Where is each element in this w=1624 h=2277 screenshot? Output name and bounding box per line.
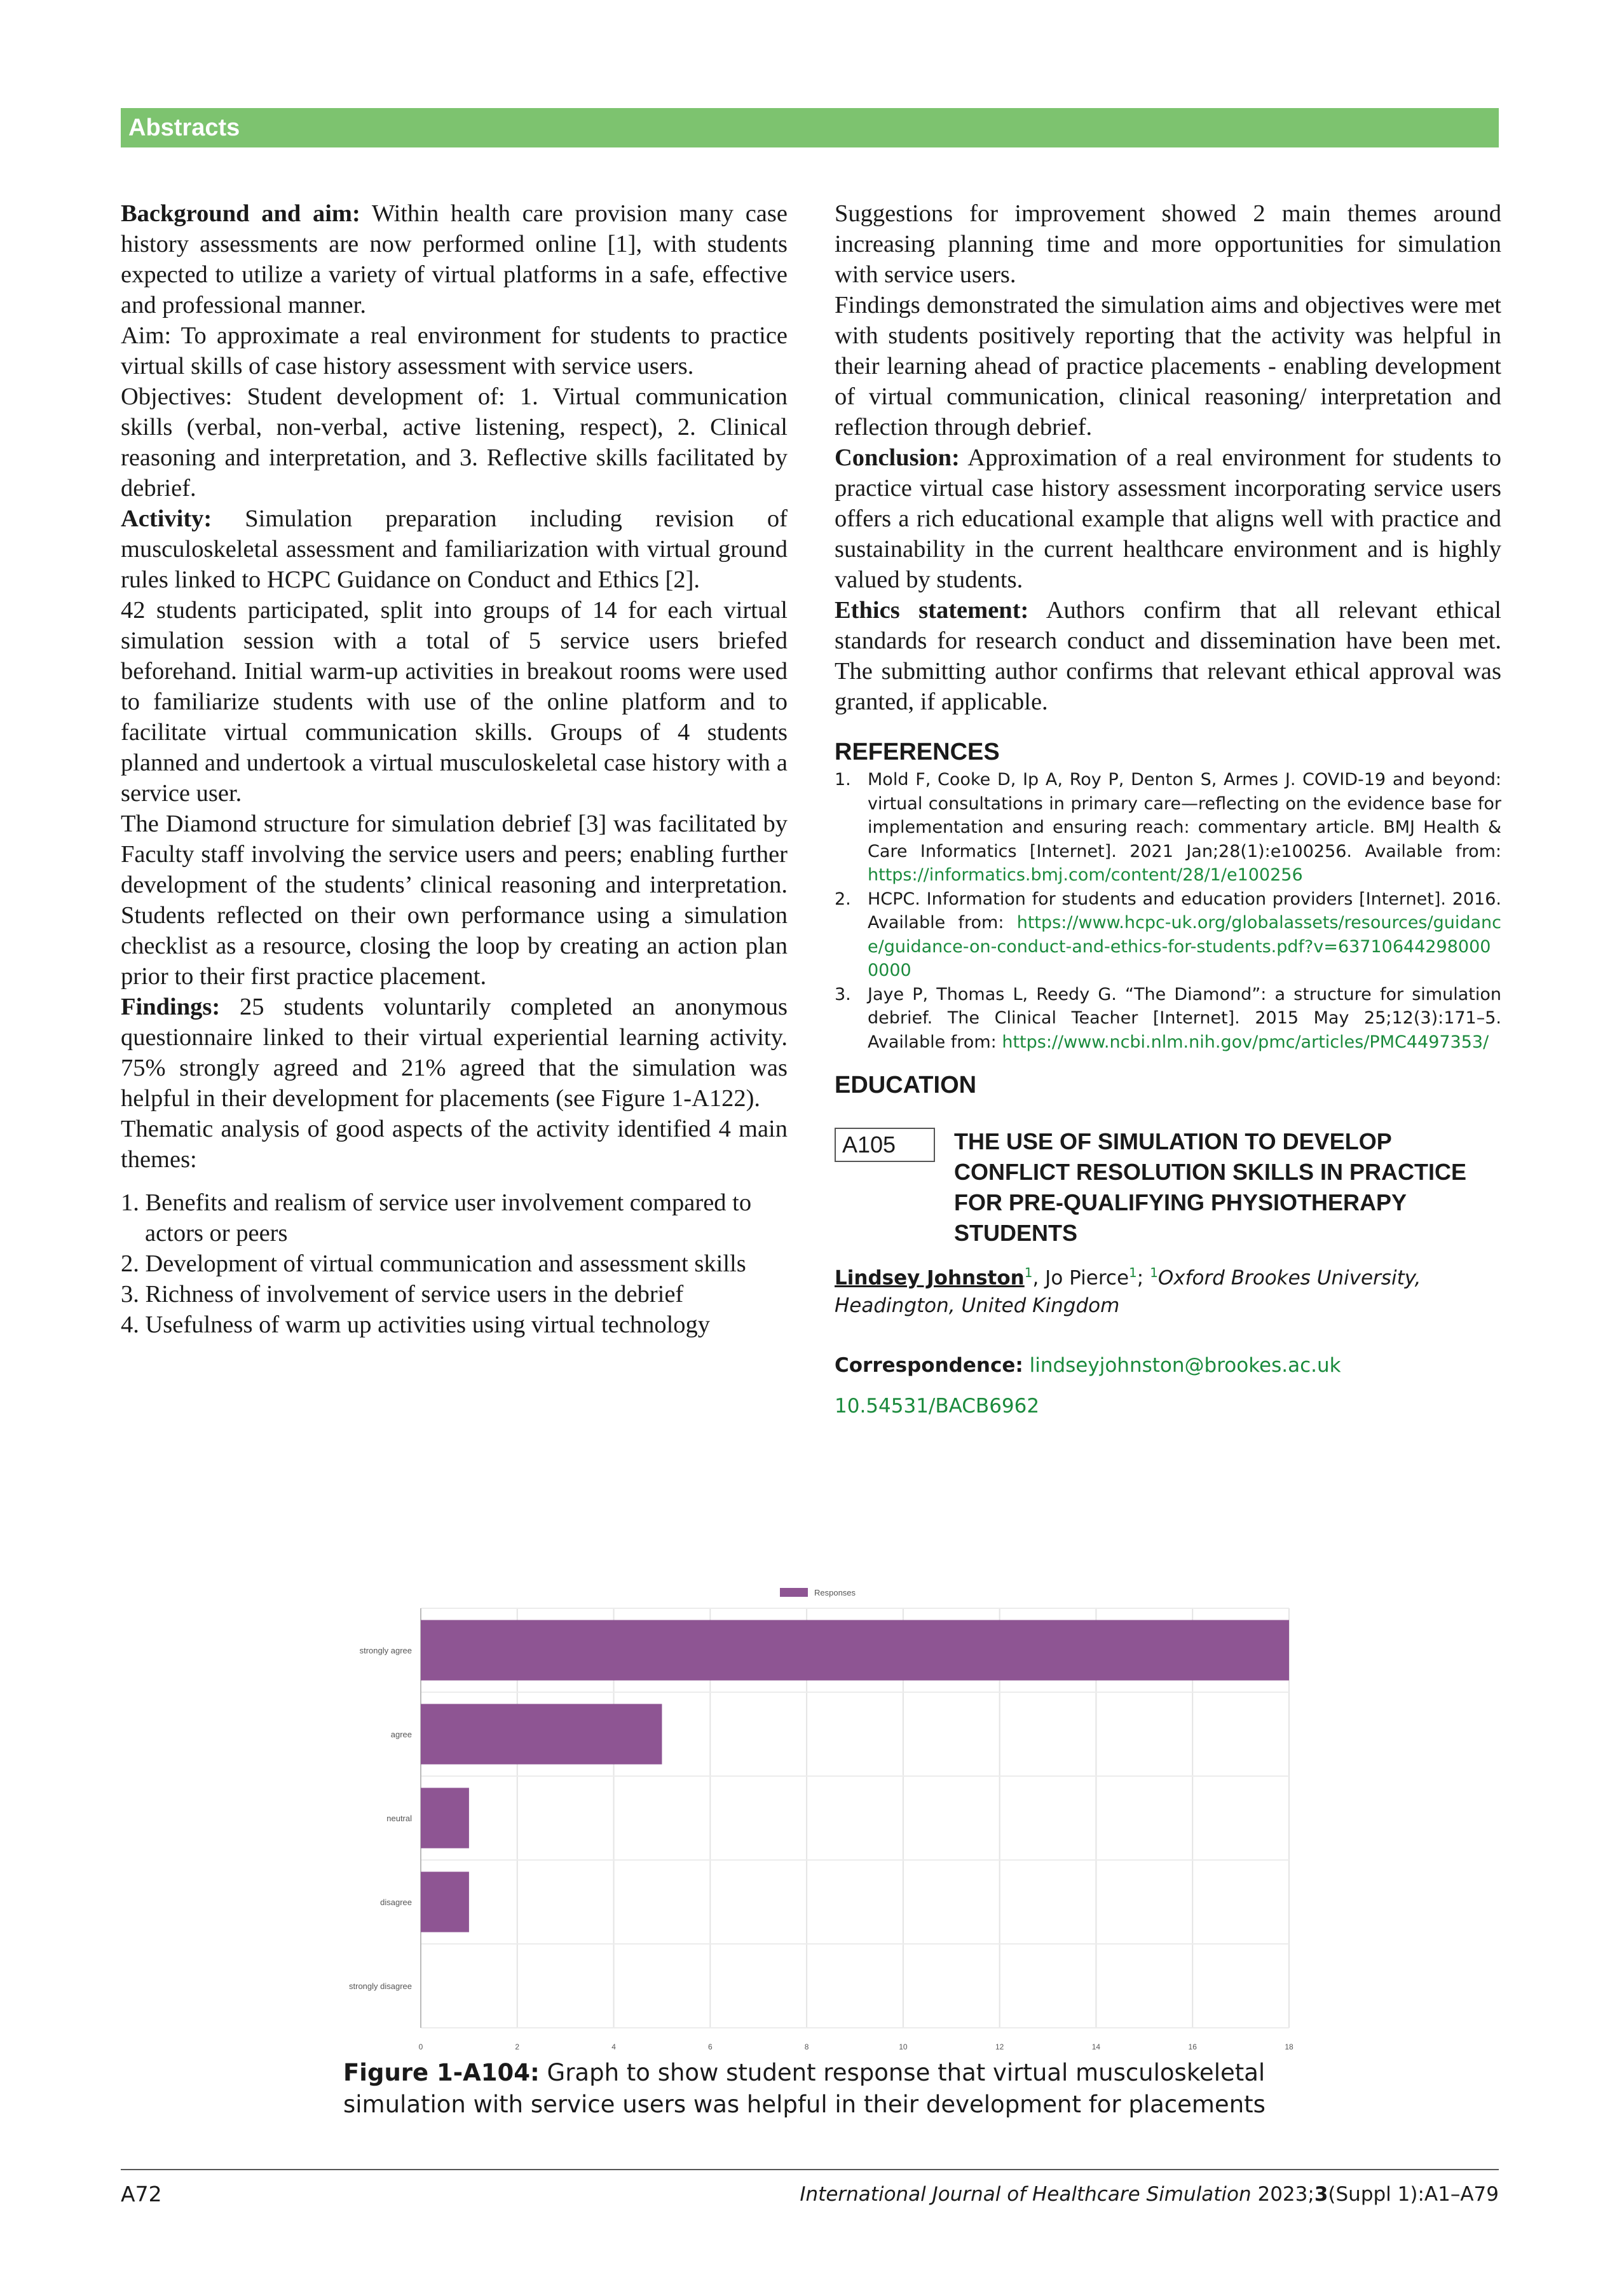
x-tick-label: 6 bbox=[707, 2042, 713, 2051]
article-header bbox=[835, 1128, 1501, 1248]
category-label: strongly disagree bbox=[349, 1981, 412, 1991]
category-label: strongly agree bbox=[359, 1646, 412, 1655]
reference-number: 1. bbox=[835, 770, 851, 790]
activity-text: Simulation preparation including revision of musculoskeletal assessment and familiarization with virtual ground rules linked to HCPC Guidance on Conduct and Ethics [2]. bbox=[121, 505, 788, 593]
background-paragraph bbox=[121, 198, 788, 320]
category-label: neutral bbox=[386, 1814, 412, 1823]
ethics-label: Ethics statement: bbox=[835, 597, 1029, 624]
education-heading: EDUCATION bbox=[835, 1072, 977, 1098]
ethics-paragraph bbox=[835, 595, 1501, 717]
page-number: A72 bbox=[121, 2182, 162, 2206]
bar bbox=[421, 1704, 662, 1764]
journal-citation bbox=[800, 2179, 1499, 2210]
category-label: agree bbox=[390, 1730, 412, 1739]
suggestions-paragraph: Suggestions for improvement showed 2 main themes around increasing planning time and more opportunities for simulation with service users. bbox=[835, 200, 1501, 288]
references-heading: REFERENCES bbox=[835, 739, 1000, 765]
author-separator: , Jo Pierce bbox=[1032, 1266, 1129, 1290]
x-tick-label: 4 bbox=[611, 2042, 616, 2051]
footer-rule bbox=[121, 2169, 1499, 2170]
x-tick-label: 14 bbox=[1091, 2042, 1101, 2051]
journal-name: International Journal of Healthcare Simulation bbox=[800, 2183, 1252, 2206]
bar bbox=[421, 1871, 469, 1932]
thematic-paragraph: Thematic analysis of good aspects of the activity identified 4 main themes: bbox=[121, 1116, 788, 1173]
findings-label: Findings: bbox=[121, 994, 221, 1020]
right-column bbox=[835, 198, 1501, 1420]
author-superscript: 1 bbox=[1129, 1265, 1137, 1280]
correspondence-line bbox=[835, 1351, 1501, 1379]
reference-link[interactable]: https://www.hcpc-uk.org/globalassets/resources/guidance/guidance-on-conduct-and-ethics-for-students.pdf?v=637106442980000000 bbox=[868, 913, 1501, 980]
activity-label: Activity: bbox=[121, 505, 212, 532]
legend-label: Responses bbox=[814, 1588, 856, 1597]
journal-issue: (Suppl 1):A1–A79 bbox=[1328, 2183, 1499, 2206]
conclusion-paragraph bbox=[835, 442, 1501, 595]
correspondence-email[interactable]: lindseyjohnston@brookes.ac.uk bbox=[1029, 1354, 1341, 1378]
objectives-paragraph: Objectives: Student development of: 1. Virtual communication skills (verbal, non-verbal, active listening, respect), 2. Clinical reasoning and interpretation, and 3. Reflective skills facilitated by debrief. bbox=[121, 383, 788, 502]
ethics-text: Authors confirm that all relevant ethical standards for research conduct and dissemination have been met. The submitting author confirms that relevant ethical approval was granted, if applicable. bbox=[835, 597, 1501, 715]
aim-paragraph: Aim: To approximate a real environment for students to practice virtual skills of case history assessment with service users. bbox=[121, 322, 788, 380]
findings-paragraph bbox=[121, 992, 788, 1114]
reference-text: HCPC. Information for students and education providers [Internet]. 2016. Available from: bbox=[868, 889, 1501, 933]
x-tick-label: 0 bbox=[418, 2042, 423, 2051]
x-tick-label: 18 bbox=[1285, 2042, 1293, 2051]
theme-item: 1. Benefits and realism of service user involvement compared to actors or peers bbox=[121, 1189, 752, 1247]
category-label: disagree bbox=[380, 1898, 412, 1907]
affiliation-superscript: 1 bbox=[1150, 1265, 1158, 1280]
theme-item: 2. Development of virtual communication and assessment skills bbox=[121, 1250, 746, 1277]
reference-link[interactable]: https://informatics.bmj.com/content/28/1/e100256 bbox=[868, 865, 1303, 885]
findings2-paragraph: Findings demonstrated the simulation aims and objectives were met with students positively reporting that the activity was helpful in their learning ahead of practice placements - enabling development of virtual communication, clinical reasoning/ interpretation and reflection through debrief. bbox=[835, 292, 1501, 441]
theme-item: 4. Usefulness of warm up activities using virtual technology bbox=[121, 1311, 711, 1338]
reference-text: Jaye P, Thomas L, Reedy G. “The Diamond”: a structure for simulation debrief. The Clinical Teacher [Internet]. 2015 May 25;12(3):171–5. Available from: bbox=[868, 984, 1501, 1052]
caption-label: Figure 1-A104: bbox=[343, 2059, 540, 2086]
themes-list bbox=[121, 1187, 788, 1340]
conclusion-label: Conclusion: bbox=[835, 444, 960, 471]
theme-item: 3. Richness of involvement of service users in the debrief bbox=[121, 1281, 684, 1308]
x-tick-label: 8 bbox=[804, 2042, 809, 2051]
x-tick-label: 16 bbox=[1188, 2042, 1197, 2051]
reference-number: 2. bbox=[835, 889, 851, 909]
doi-link[interactable]: 10.54531/BACB6962 bbox=[835, 1395, 1040, 1418]
responses-bar-chart bbox=[337, 1583, 1303, 2053]
correspondence-label: Correspondence: bbox=[835, 1354, 1023, 1378]
background-label: Background and aim: bbox=[121, 200, 360, 227]
findings-text: 25 students voluntarily completed an anonymous questionnaire linked to their virtual experiential learning activity. 75% strongly agreed and 21% agreed that the simulation was helpful in their development for placements (see Figure 1-A122). bbox=[121, 994, 788, 1112]
lead-author: Lindsey Johnston bbox=[835, 1266, 1025, 1290]
section-banner: Abstracts bbox=[121, 108, 1499, 147]
bar bbox=[421, 1788, 469, 1848]
article-id-box: A105 bbox=[835, 1128, 935, 1162]
caption-text: Graph to show student response that virtual musculoskeletal simulation with service users was helpful in their development for placements bbox=[343, 2059, 1266, 2118]
journal-volume: 3 bbox=[1314, 2183, 1328, 2206]
conclusion-text: Approximation of a real environment for students to practice virtual case history assessment incorporating service users offers a rich educational example that aligns well with practice and sustainability in the current healthcare environment and is highly valued by students. bbox=[835, 444, 1501, 593]
x-tick-label: 2 bbox=[515, 2042, 520, 2051]
authors-line bbox=[835, 1259, 1501, 1320]
article-title: THE USE OF SIMULATION TO DEVELOP CONFLICT RESOLUTION SKILLS IN PRACTICE FOR PRE-QUALIFYING PHYSIOTHERAPY STUDENTS bbox=[954, 1128, 1466, 1246]
legend-swatch bbox=[780, 1588, 808, 1597]
author-superscript: 1 bbox=[1024, 1265, 1033, 1280]
x-tick-label: 10 bbox=[899, 2042, 908, 2051]
journal-year: 2023; bbox=[1257, 2183, 1314, 2206]
reference-link[interactable]: https://www.ncbi.nlm.nih.gov/pmc/articles/PMC4497353/ bbox=[1002, 1032, 1489, 1052]
activity-paragraph bbox=[121, 503, 788, 595]
bar bbox=[421, 1620, 1289, 1680]
references-list bbox=[835, 768, 1501, 1054]
diamond-paragraph: The Diamond structure for simulation debrief [3] was facilitated by Faculty staff involving the service users and peers; enabling further development of the students’ clinical reasoning and interpretation. Students reflected on their own performance using a simulation checklist as a resource, closing the loop by creating an action plan prior to their first practice placement. bbox=[121, 810, 788, 990]
figure-caption bbox=[343, 2057, 1309, 2121]
participants-paragraph: 42 students participated, split into groups of 14 for each virtual simulation session with a total of 5 service users briefed beforehand. Initial warm-up activities in breakout rooms were used to familiarize students with use of the online platform and to facilitate virtual communication skills. Groups of 4 students planned and undertook a virtual musculoskeletal case history with a service user. bbox=[121, 597, 788, 807]
reference-item bbox=[835, 768, 1501, 887]
reference-item bbox=[835, 887, 1501, 983]
reference-item bbox=[835, 983, 1501, 1055]
x-tick-label: 12 bbox=[995, 2042, 1004, 2051]
affiliation-separator: ; bbox=[1136, 1266, 1150, 1290]
left-column bbox=[121, 198, 788, 1340]
reference-text: Mold F, Cooke D, Ip A, Roy P, Denton S, Armes J. COVID-19 and beyond: virtual consultations in primary care—reflecting on the evidence base for implementation and ensuring reach: commentary article. BMJ Health & Care Informatics [Internet]. 2021 Jan;28(1):e100256. Available from: bbox=[868, 770, 1501, 861]
reference-number: 3. bbox=[835, 984, 851, 1004]
affiliation: Oxford Brookes University, Headington, United Kingdom bbox=[835, 1266, 1421, 1318]
background-text: Within health care provision many case history assessments are now performed online [1], with students expected to utilize a variety of virtual platforms in a safe, effective and professional manner. bbox=[121, 200, 788, 318]
